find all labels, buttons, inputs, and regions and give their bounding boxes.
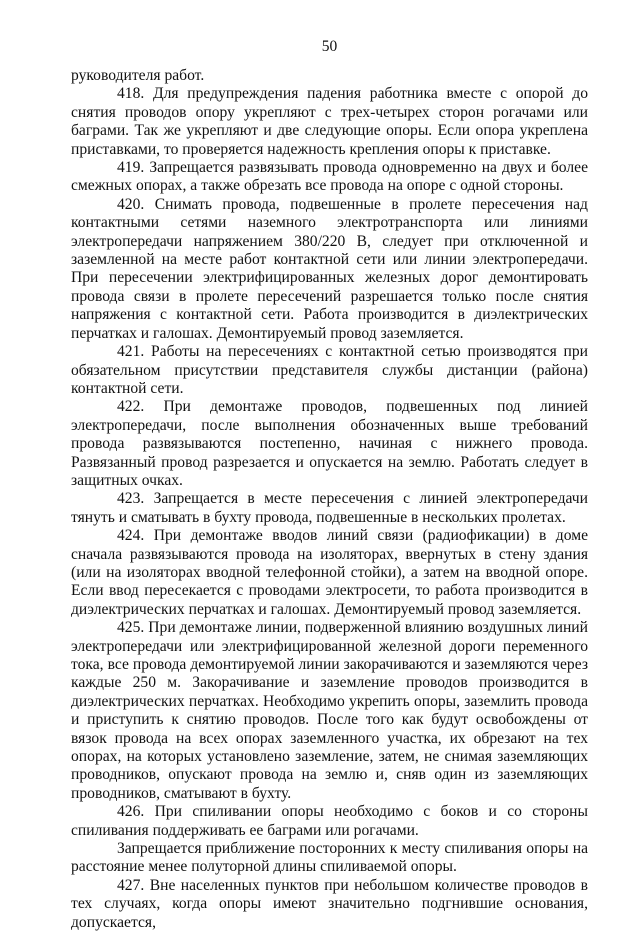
paragraph: 418. Для предупреждения падения работника вместе с опорой до снятия проводов опору укрепляют с трех-четырех сторон рогачами или баграми. Так же укрепляют и две следующие опоры. Если опора укреплена приставками, то проверяется надежность крепления опоры к приставке.	[71, 85, 588, 158]
paragraph: 423. Запрещается в месте пересечения с линией электропередачи тянуть и сматывать в бухту провода, подвешенные в нескольких пролетах.	[71, 490, 588, 526]
paragraph: 419. Запрещается развязывать провода одновременно на двух и более смежных опорах, а также обрезать все провода на опоре с одной стороны.	[71, 159, 588, 195]
paragraph: руководителя работ.	[71, 67, 205, 84]
paragraph: 425. При демонтаже линии, подверженной влиянию воздушных линий электропередачи или электрифицированной железной дороги переменного тока, все провода демонтируемой линии закорачиваются и заземляются через каждые 250 м. Закорачивание и заземление проводов производится в диэлектрических перчатках. Необходимо укрепить опоры, заземлить провода и приступить к снятию проводов. После того как будут освобождены от вязок провода на всех опорах заземленного участка, их обрезают на тех опорах, на которых установлено заземление, затем, не снимая заземляющих проводников, опускают провода на землю и, сняв один из заземляющих проводников, сматывают в бухту.	[71, 619, 588, 802]
paragraph: 427. Вне населенных пунктов при небольшом количестве проводов в тех случаях, когда опоры имеют значительно подгнившие основания, допускается,	[71, 876, 588, 931]
paragraph: Запрещается приближение посторонних к месту спиливания опоры на расстояние менее полуторной длины спиливаемой опоры.	[71, 840, 588, 876]
paragraph: 421. Работы на пересечениях с контактной сетью производятся при обязательном присутствии представителя службы дистанции (района) контактной сети.	[71, 343, 588, 397]
paragraph: 420. Снимать провода, подвешенные в пролете пересечения над контактными сетями наземного электротранспорта или линиями электропередачи напряжением 380/220 В, следует при отключенной и заземленной на месте работ контактной сети или линии электропередачи. При пересечении электрифицированных железных дорог демонтировать провода связи в пролете пересечений разрешается только после снятия напряжения с контактной сети. Работа производится в диэлектрических перчатках и галошах. Демонтируемый провод заземляется.	[71, 195, 588, 342]
paragraph: 426. При спиливании опоры необходимо с боков и со стороны спиливания поддерживать ее баграми или рогачами.	[71, 803, 588, 839]
paragraph: 422. При демонтаже проводов, подвешенных под линией электропередачи, после выполнения обозначенных выше требований провода развязываются постепенно, начиная с нижнего провода. Развязанный провод разрезается и опускается на землю. Работать следует в защитных очках.	[71, 398, 588, 489]
document-body	[71, 67, 588, 932]
page-number: 50	[321, 38, 338, 55]
paragraph: 424. При демонтаже вводов линий связи (радиофикации) в доме сначала развязываются провода на изоляторах, ввернутых в стену здания (или на изоляторах вводной телефонной стойки), а затем на вводной опоре. Если ввод пересекается с проводами электросети, то работа производится в диэлектрических перчатках и галошах. Демонтируемый провод заземляется.	[71, 527, 588, 618]
